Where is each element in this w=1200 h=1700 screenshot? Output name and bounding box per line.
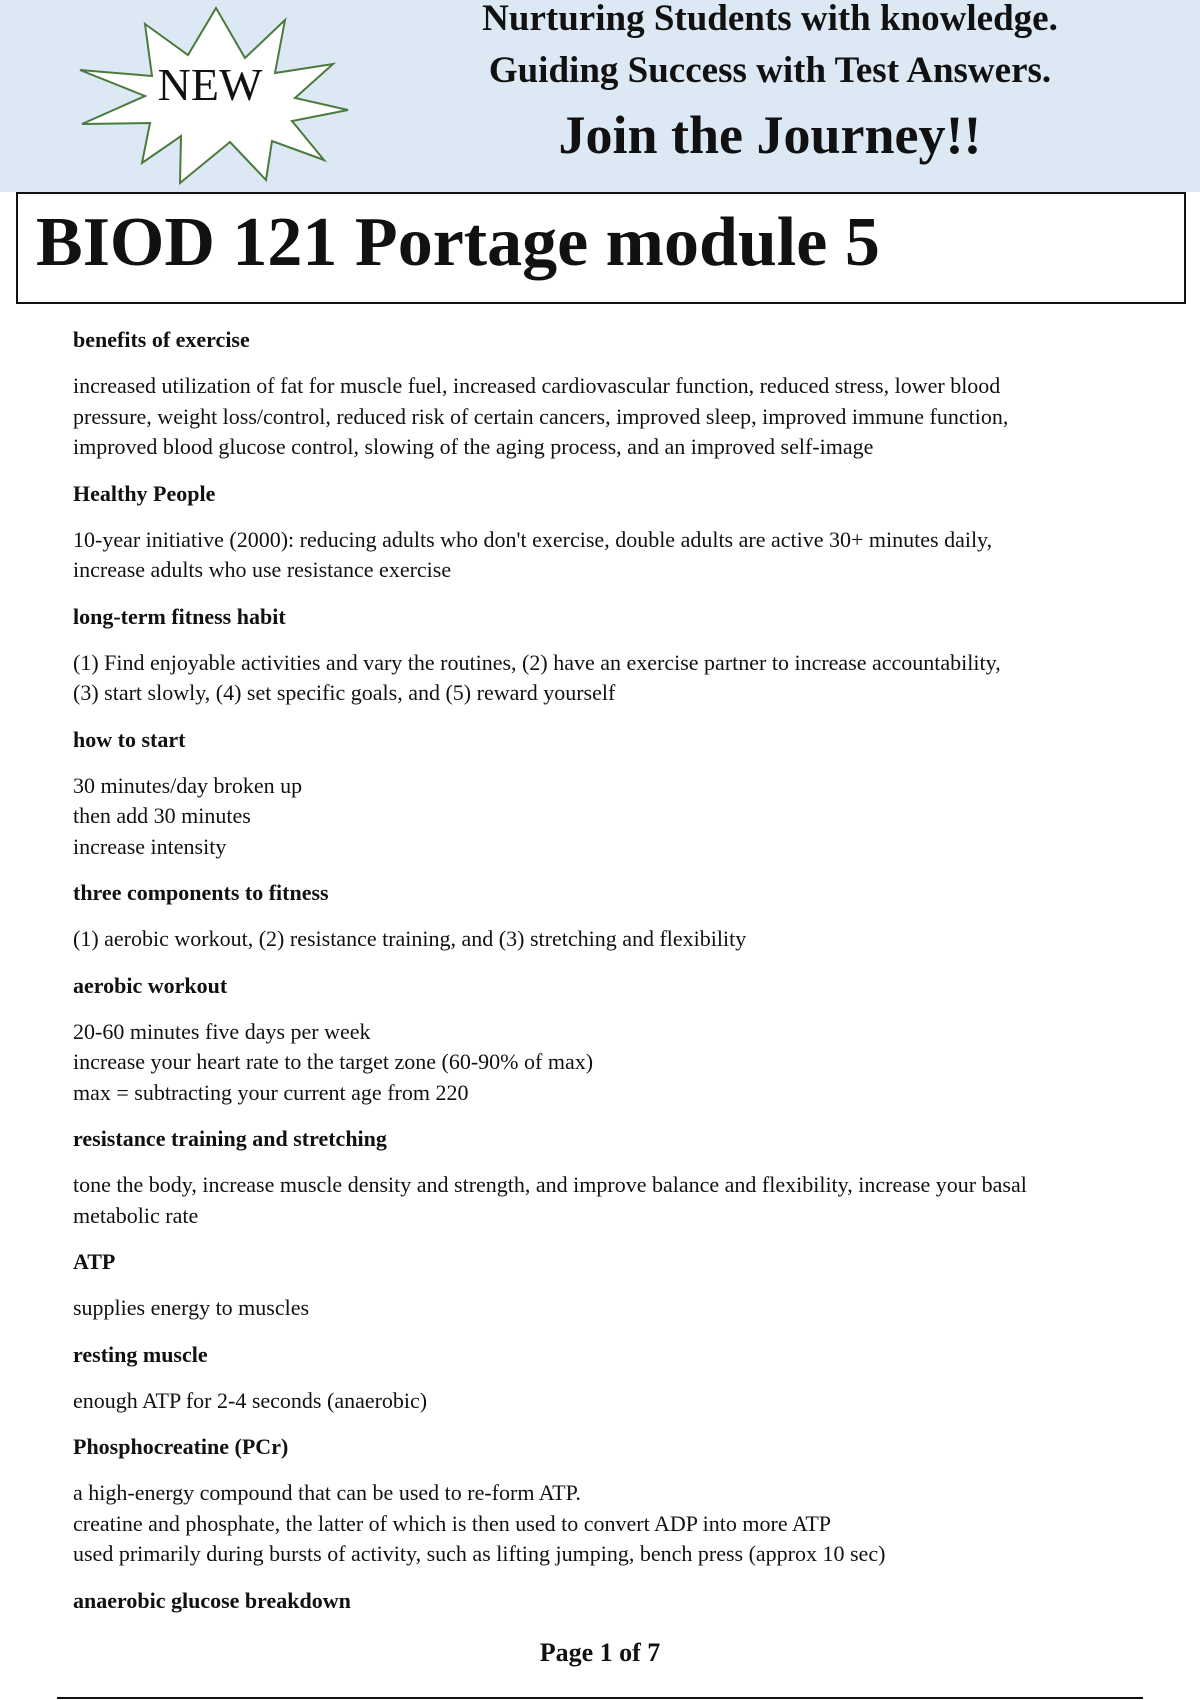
definition-line: increase adults who use resistance exercise: [73, 557, 452, 582]
entry-term: how to start: [73, 726, 186, 752]
definition-line: creatine and phosphate, the latter of which is then used to convert ADP into more ATP: [73, 1510, 832, 1536]
definition-line: metabolic rate: [73, 1202, 199, 1228]
tagline-line-2: Guiding Success with Test Answers.: [488, 50, 1052, 91]
new-badge-label: NEW: [157, 59, 263, 110]
footer-divider: [57, 1697, 1143, 1699]
tagline-line-1: Nurturing Students with knowledge.: [482, 0, 1058, 39]
entry-definition: [73, 1386, 1133, 1417]
entry-definition: [73, 1478, 1133, 1570]
definition-line: 20-60 minutes five days per week: [73, 1018, 371, 1044]
definition-line: enough ATP for 2-4 seconds (anaerobic): [73, 1387, 428, 1413]
entry-term: ATP: [73, 1249, 116, 1274]
definition-line: pressure, weight loss/control, reduced risk of certain cancers, improved sleep, improved immune function,: [73, 403, 1009, 429]
definition-line: tone the body, increase muscle density and strength, and improve balance and flexibility, increase your basal: [73, 1172, 1027, 1197]
entry-definition: [73, 1293, 1133, 1324]
definition-line: 30 minutes/day broken up: [73, 772, 303, 798]
page-number: Page 1 of 7: [539, 1638, 661, 1667]
entry-term: three components to fitness: [73, 880, 329, 905]
entry-term: benefits of exercise: [73, 327, 250, 352]
entry-definition: [73, 1170, 1133, 1231]
promo-banner: [0, 0, 1200, 192]
definition-line: increase your heart rate to the target zone (60-90% of max): [73, 1049, 594, 1074]
document-title-box: [16, 192, 1186, 304]
entry-definition: [73, 924, 1133, 955]
definition-line: (3) start slowly, (4) set specific goals, and (5) reward yourself: [73, 680, 616, 705]
definition-line: improved blood glucose control, slowing of the aging process, and an improved self-image: [73, 434, 874, 459]
definition-line: a high-energy compound that can be used to re-form ATP.: [73, 1480, 581, 1505]
definition-line: supplies energy to muscles: [73, 1295, 310, 1320]
entry-definition: [73, 371, 1133, 463]
entry-definition: [73, 771, 1133, 863]
definition-line: increase intensity: [73, 833, 227, 859]
entry-term: anaerobic glucose breakdown: [73, 1587, 351, 1613]
flashcard-list: [73, 325, 1133, 1632]
definition-line: (1) aerobic workout, (2) resistance training, and (3) stretching and flexibility: [73, 926, 747, 951]
definition-line: used primarily during bursts of activity, such as lifting jumping, bench press (approx 10 sec): [73, 1541, 886, 1566]
entry-term: aerobic workout: [73, 972, 228, 998]
entry-definition: [73, 648, 1133, 709]
entry-definition: [73, 1017, 1133, 1109]
definition-line: 10-year initiative (2000): reducing adults who don't exercise, double adults are active 30+ minutes daily,: [73, 526, 993, 552]
definition-line: then add 30 minutes: [73, 803, 251, 828]
definition-line: (1) Find enjoyable activities and vary the routines, (2) have an exercise partner to increase accountability,: [73, 649, 1001, 675]
entry-term: Healthy People: [73, 480, 216, 506]
entry-term: Phosphocreatine (PCr): [73, 1434, 289, 1459]
entry-definition: [73, 525, 1133, 586]
tagline-join: Join the Journey!!: [558, 105, 982, 165]
document-title: BIOD 121 Portage module 5: [36, 204, 880, 281]
entry-term: resistance training and stretching: [73, 1126, 387, 1151]
entry-term: resting muscle: [73, 1341, 208, 1367]
definition-line: increased utilization of fat for muscle fuel, increased cardiovascular function, reduced stress, lower blood: [73, 373, 1001, 398]
entry-term: long-term fitness habit: [73, 603, 286, 629]
definition-line: max = subtracting your current age from 220: [73, 1079, 469, 1105]
